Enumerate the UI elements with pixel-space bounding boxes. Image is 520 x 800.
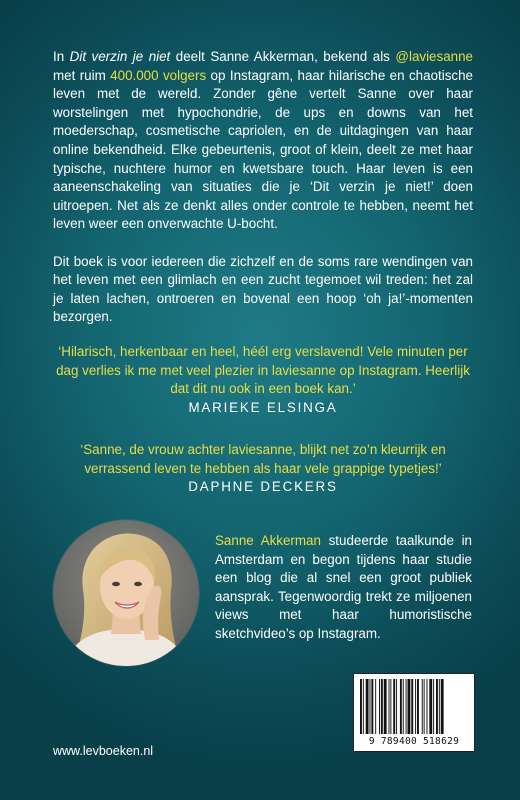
- barcode-bar: [441, 679, 444, 734]
- blurb-paragraph-2: Dit boek is voor iedereen die zichzelf en de soms rare wendingen van het leven met een glimlach en een zucht tegemoet wil treden: het zal je laten lachen, ontroeren en bovenal een hoop ‘oh ja!’-momenten bezorgen.: [53, 253, 473, 325]
- barcode-bar: [381, 679, 383, 734]
- quote-author: DAPHNE DECKERS: [188, 479, 338, 495]
- follower-count: 400.000 volgers: [110, 67, 207, 83]
- barcode-bar: [384, 679, 387, 734]
- isbn-number: 9 789400 518629: [368, 736, 460, 747]
- review-quote-1: [53, 343, 473, 417]
- quote-text: ‘Sanne, de vrouw achter laviesanne, blijkt net zo’n kleurrijk en verrassend leven te hebben als haar vele grappige typetjes!’: [80, 442, 446, 476]
- publisher-website[interactable]: www.levboeken.nl: [53, 744, 154, 758]
- barcode-bar: [424, 679, 425, 734]
- author-bio: [215, 532, 472, 644]
- barcode-bar: [422, 679, 423, 734]
- blurb-text: op Instagram, haar hilarische en chaotische leven met de wereld. Zonder gêne vertelt Sanne over haar worstelingen met hypochondrie, de ups en downs van het moederschap, cosmetische capriolen, en de uitdagingen van haar online bekendheid. Elke gebeurtenis, groot of klein, deelt ze met haar typische, nuchtere humor en kwetsbare touch. Haar leven is een aaneenschakeling van situaties die je ‘Dit verzin je niet!’ doen uitroepen. Net als ze denkt alles onder controle te hebben, neemt het leven weer een onverwachte U-bocht.: [53, 67, 473, 232]
- author-portrait: [53, 520, 199, 666]
- book-blurb: [53, 48, 473, 346]
- barcode-bar: [370, 679, 371, 734]
- blurb-text: deelt Sanne Akkerman, bekend als: [170, 49, 396, 64]
- barcode-bar: [411, 679, 413, 734]
- author-portrait-icon: [53, 520, 199, 666]
- barcode-bar: [393, 679, 395, 734]
- barcode-bar: [379, 679, 380, 734]
- barcode-bar: [427, 679, 428, 734]
- barcode-bar: [366, 679, 369, 734]
- barcode-bar: [375, 679, 376, 734]
- barcode-bar: [433, 679, 434, 734]
- quote-text: ‘Hilarisch, herkenbaar en heel, héél erg verslavend! Vele minuten per dag verlies ik me met veel plezier in laviesanne op Instagram. Heerlijk dat dit nu ook in een boek kan.’: [56, 344, 470, 397]
- quote-author: MARIEKE ELSINGA: [188, 399, 338, 415]
- instagram-handle: @laviesanne: [395, 49, 473, 64]
- barcode-bar: [360, 679, 362, 734]
- barcode-bar: [400, 679, 402, 734]
- barcode-bar: [429, 679, 432, 734]
- barcode-bar: [406, 679, 407, 734]
- book-title: Dit verzin je niet: [69, 49, 171, 64]
- review-quote-2: [53, 441, 473, 497]
- barcode-bar: [417, 679, 419, 734]
- barcode-icon: [360, 679, 468, 734]
- blurb-text: met ruim: [53, 67, 111, 83]
- blurb-paragraph-1: [53, 48, 473, 234]
- barcode-bar: [389, 679, 390, 734]
- barcode-bar: [408, 679, 411, 734]
- author-name: Sanne Akkerman: [215, 533, 321, 548]
- bio-text: studeerde taalkunde in Amsterdam en begon tijdens haar studie een blog die al snel een groot publiek aansprak. Tegenwoordig trekt ze miljoenen views met haar humoristische sketchvideo’s op Instagram.: [215, 533, 473, 641]
- barcode-bar: [436, 679, 438, 734]
- barcode-bar: [390, 679, 391, 734]
- barcode-bar: [363, 679, 364, 734]
- barcode-bar: [439, 679, 440, 734]
- barcode-bar: [415, 679, 416, 734]
- blurb-text: In: [53, 49, 70, 64]
- isbn-barcode: [353, 673, 475, 752]
- barcode-bar: [371, 679, 373, 734]
- barcode-bar: [396, 679, 397, 734]
- barcode-bar: [403, 679, 404, 734]
